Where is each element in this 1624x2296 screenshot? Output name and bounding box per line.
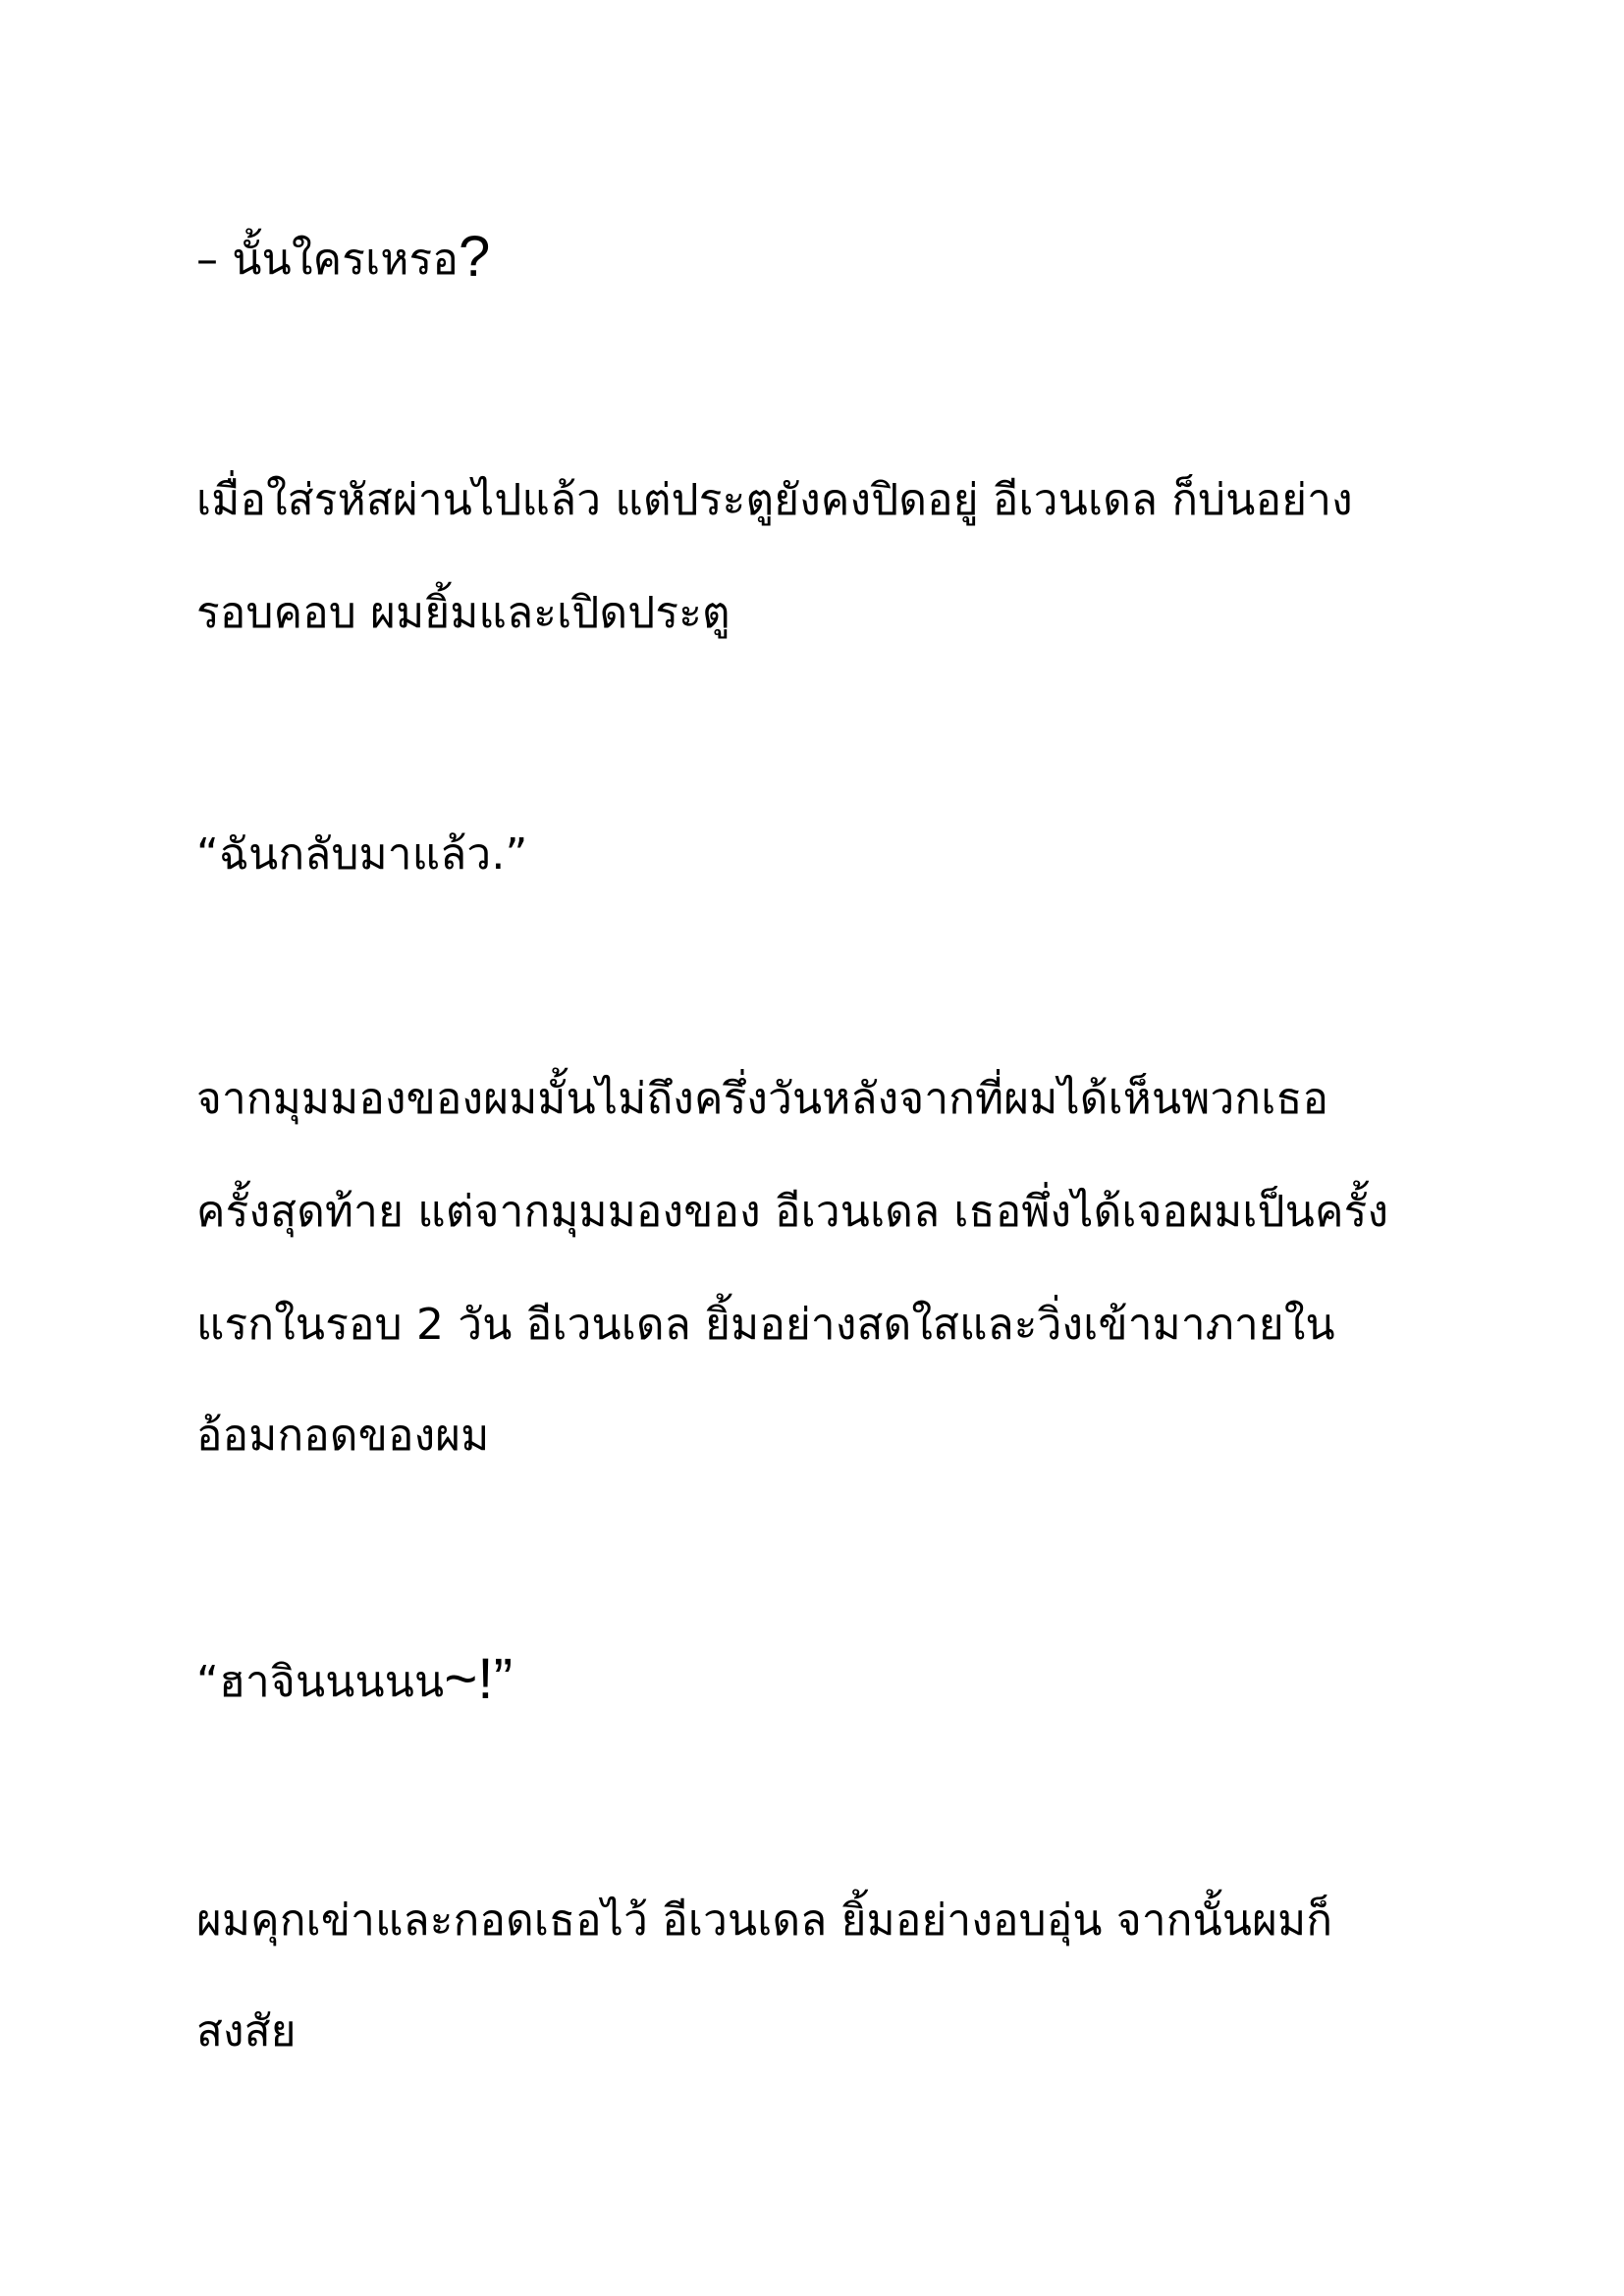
hajin-quote-text: “ฮาจินนนนน [196, 1657, 445, 1707]
paragraph-door-line-2: รอบคอบ ผมยิ้มและเปิดประตู [196, 588, 731, 638]
question-text: – นั้นใครเหรอ [196, 235, 459, 285]
paragraph-perspective-line-3: แรกในรอบ 2 วัน อีเวนเดล ยิ้มอย่างสดใสและวิ่งเข้ามาภายใน [196, 1300, 1335, 1350]
paragraph-perspective-line-4: อ้อมกอดของผม [196, 1411, 490, 1461]
paragraph-hajin-quote [196, 1647, 514, 1712]
paragraph-question [196, 225, 491, 290]
paragraph-hug-line-2: สงสัย [196, 2006, 297, 2056]
paragraph-hug-line-1: ผมคุกเข่าและกอดเธอไว้ อีเวนเดล ยิ้มอย่างอบอุ่น จากนั้นผมก็ [196, 1896, 1333, 1946]
paragraph-perspective-line-1: จากมุมมองของผมมั้นไม่ถึงครึ่งวันหลังจากที่ผมได้เห็นพวกเธอ [196, 1074, 1329, 1124]
hajin-quote-tail: ~!” [444, 1647, 514, 1711]
paragraph-return-quote: “ฉันกลับมาแล้ว.” [196, 829, 528, 880]
paragraph-door-line-1: เมื่อใส่รหัสผ่านไปแล้ว แต่ประตูยังคงปิดอยู่ อีเวนเดล ก็บ่นอย่าง [196, 475, 1353, 525]
question-mark: ? [459, 225, 491, 289]
paragraph-perspective-line-2: ครั้งสุดท้าย แต่จากมุมมองของ อีเวนเดล เธอพึ่งได้เจอผมเป็นครั้ง [196, 1187, 1389, 1237]
